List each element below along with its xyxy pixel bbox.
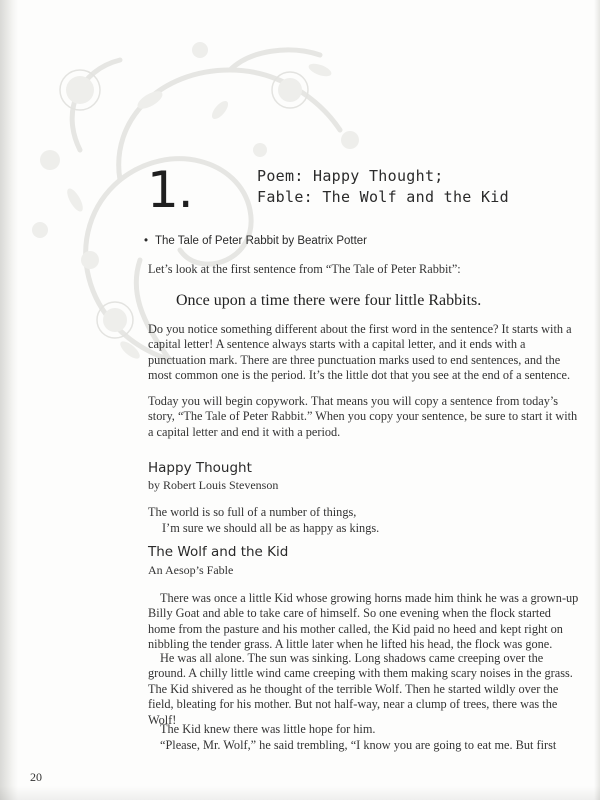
fable-paragraph-2-text: He was all alone. The sun was sinking. Long shadows came creeping over the ground. A chilly little wind came creeping with them making scary noises in the grass. The Kid shivered as he thought of the terrible Wolf. Then he started wildly over the field, bleating for his mother. But not half-way, near a clump of trees, there was the Wolf! [148, 651, 573, 727]
reading-assignment [144, 235, 367, 247]
fable-paragraph-4 [148, 738, 580, 753]
chapter-title [257, 166, 509, 208]
paragraph-capital-letter: Do you notice something different about the first word in the sentence? It starts with a capital letter! A sentence always starts with a capital letter, and it ends with a punctuation mark. There are three punctuation marks used to end sentences, and the most common one is the period. It’s the little dot that you see at the end of a sentence. [148, 322, 572, 383]
intro-text: Let’s look at the first sentence from “The Tale of Peter Rabbit”: [148, 262, 461, 276]
poem-text [148, 505, 379, 536]
fable-paragraph-1 [148, 591, 580, 653]
bullet-icon: • [144, 235, 149, 247]
poem-line-1: The world is so full of a number of things, [148, 505, 357, 519]
fable-paragraph-1-text: There was once a little Kid whose growing horns made him think he was a grown-up Billy Goat and able to take care of himself. So one evening when the flock started home from the pasture and his mother called, the Kid paid no heed and kept right on nibbling the tender grass. A little later when he lifted his head, the flock was gone. [148, 591, 579, 652]
page-number: 20 [30, 770, 42, 784]
fable-paragraph-3 [148, 722, 580, 737]
fable-paragraph-3-text: The Kid knew there was little hope for him. [160, 722, 376, 736]
fable-paragraph-2 [148, 651, 580, 728]
paragraph-copywork: Today you will begin copywork. That means you will copy a sentence from today’s story, “The Tale of Peter Rabbit.” When you copy your sentence, be sure to start it with a capital letter and end it with a period. [148, 394, 578, 439]
page-bottom-shadow [0, 786, 600, 800]
page-edge [594, 0, 600, 800]
poem-line-2: I’m sure we should all be as happy as kings. [162, 520, 380, 535]
chapter-title-line-1: Poem: Happy Thought; [257, 167, 444, 185]
reading-assignment-text: The Tale of Peter Rabbit by Beatrix Potter [155, 235, 368, 247]
poem-author: by Robert Louis Stevenson [148, 478, 279, 492]
fable-paragraph-4-text: “Please, Mr. Wolf,” he said trembling, “I know you are going to eat me. But first [160, 738, 557, 752]
chapter-title-line-2: Fable: The Wolf and the Kid [257, 188, 509, 206]
page-binding-shadow [0, 0, 18, 800]
chapter-number: 1. [147, 161, 193, 219]
featured-sentence: Once upon a time there were four little Rabbits. [176, 292, 482, 309]
poem-title: Happy Thought [148, 460, 252, 476]
fable-subtitle: An Aesop’s Fable [148, 563, 234, 577]
fable-title: The Wolf and the Kid [148, 544, 289, 560]
